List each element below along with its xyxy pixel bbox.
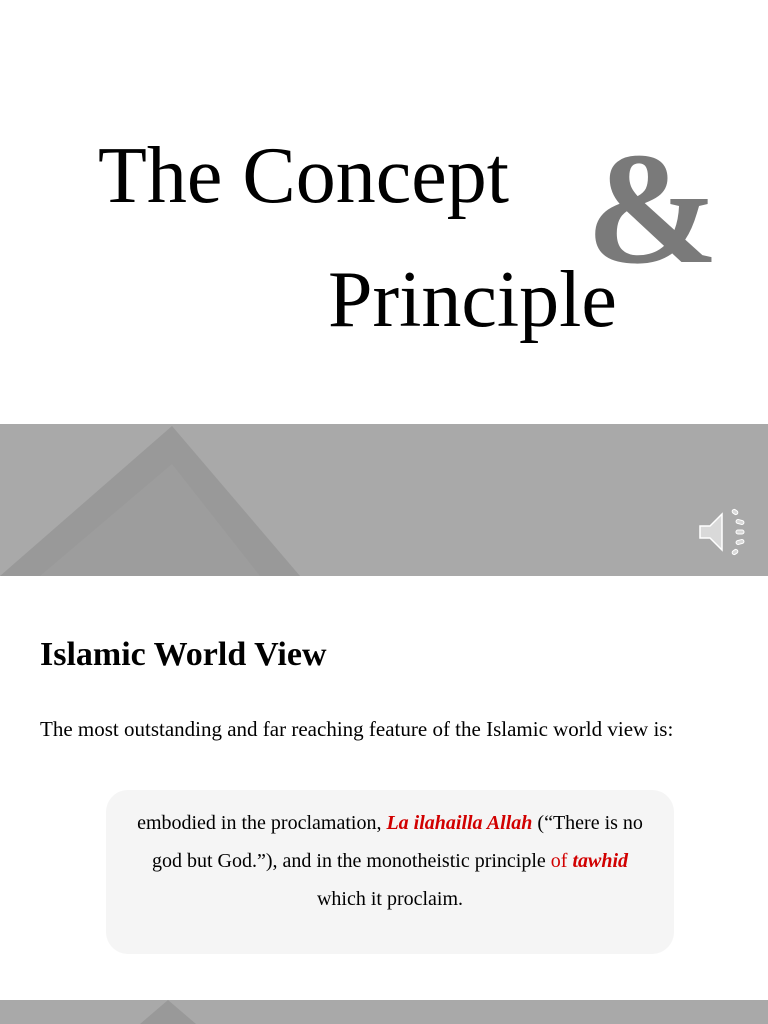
quote-part2: (“There is no god but God.”), and in the monotheistic principle xyxy=(151,812,643,872)
slide-islamic-world-view xyxy=(0,576,768,1000)
band-decoration xyxy=(0,424,768,576)
title-line-principle: Principle xyxy=(328,256,617,344)
slide-separator-band xyxy=(0,424,768,576)
slide-title xyxy=(0,0,768,424)
quote-part3: which it proclaim. xyxy=(316,888,464,910)
title-line-concept: The Concept xyxy=(98,132,509,220)
quote-box xyxy=(106,790,674,954)
quote-text xyxy=(136,804,644,918)
bottom-band-decoration xyxy=(0,1000,768,1024)
quote-highlight-of: of xyxy=(550,850,568,872)
title-ampersand: & xyxy=(586,119,720,297)
bottom-separator-band xyxy=(0,1000,768,1024)
intro-paragraph: The most outstanding and far reaching feature of the Islamic world view is: xyxy=(40,717,674,741)
quote-part1: embodied in the proclamation, xyxy=(137,812,387,834)
quote-highlight-shahada: La ilahailla Allah xyxy=(386,812,533,834)
speaker-icon[interactable] xyxy=(694,504,750,560)
bottom-band-triangle xyxy=(140,1000,196,1024)
quote-highlight-tawhid: tawhid xyxy=(572,850,629,872)
slide-heading: Islamic World View xyxy=(40,636,327,673)
